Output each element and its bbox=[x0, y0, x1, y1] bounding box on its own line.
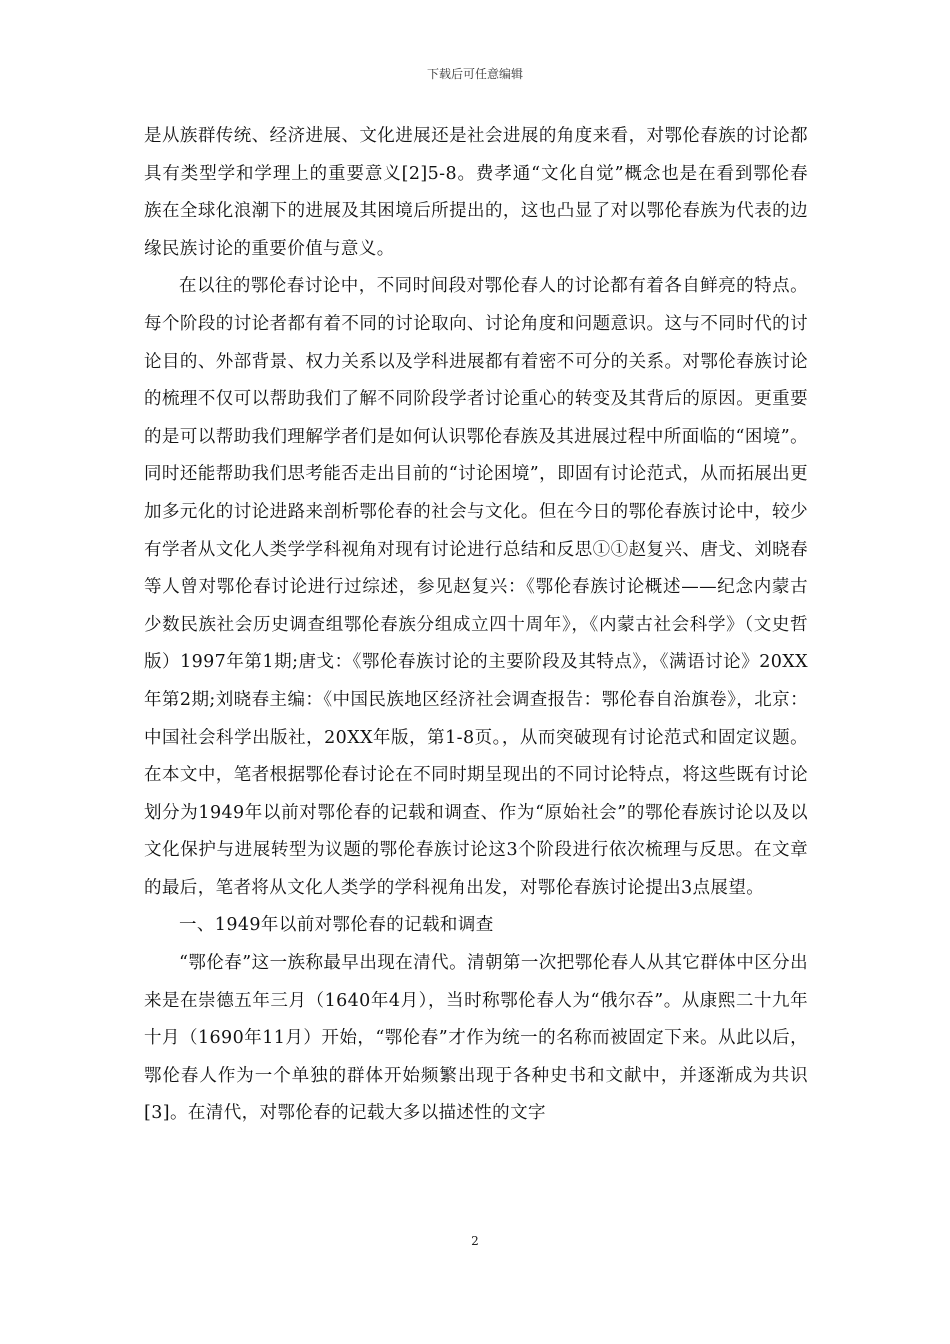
paragraph-2: 在以往的鄂伦春讨论中，不同时间段对鄂伦春人的讨论都有着各自鲜亮的特点。每个阶段的讨论者都有着不同的讨论取向、讨论角度和问题意识。这与不同时代的讨论目的、外部背景、权力关系以及学科进展都有着密不可分的关系。对鄂伦春族讨论的梳理不仅可以帮助我们了解不同阶段学者讨论重心的转变及其背后的原因。更重要的是可以帮助我们理解学者们是如何认识鄂伦春族及其进展过程中所面临的“困境”。同时还能帮助我们思考能否走出目前的“讨论困境”，即固有讨论范式，从而拓展出更加多元化的讨论进路来剖析鄂伦春的社会与文化。但在今日的鄂伦春族讨论中，较少有学者从文化人类学学科视角对现有讨论进行总结和反思①①赵复兴、唐戈、刘晓春等人曾对鄂伦春讨论进行过综述，参见赵复兴：《鄂伦春族讨论概述——纪念内蒙古少数民族社会历史调查组鄂伦春族分组成立四十周年》，《内蒙古社会科学》（文史哲版）1997年第1期;唐戈：《鄂伦春族讨论的主要阶段及其特点》，《满语讨论》20XX年第2期;刘晓春主编：《中国民族地区经济社会调查报告：鄂伦春自治旗卷》，北京：中国社会科学出版社，20XX年版，第1-8页。，从而突破现有讨论范式和固定议题。在本文中，笔者根据鄂伦春讨论在不同时期呈现出的不同讨论特点，将这些既有讨论划分为1949年以前对鄂伦春的记载和调查、作为“原始社会”的鄂伦春族讨论以及以文化保护与进展转型为议题的鄂伦春族讨论这3个阶段进行依次梳理与反思。在文章的最后，笔者将从文化人类学的学科视角出发，对鄂伦春族讨论提出3点展望。 bbox=[144, 276, 808, 898]
page-header: 下载后可任意编辑 bbox=[426, 67, 523, 81]
page-number: 2 bbox=[471, 1234, 479, 1248]
paragraph-1: 是从族群传统、经济进展、文化进展还是社会进展的角度来看，对鄂伦春族的讨论都具有类型学和学理上的重要意义[2]5-8。费孝通“文化自觉”概念也是在看到鄂伦春族在全球化浪潮下的进展及其困境后所提出的，这也凸显了对以鄂伦春族为代表的边缘民族讨论的重要价值与意义。 bbox=[144, 126, 808, 259]
paragraph-3: “鄂伦春”这一族称最早出现在清代。清朝第一次把鄂伦春人从其它群体中区分出来是在崇德五年三月（1640年4月），当时称鄂伦春人为“俄尔吞”。从康熙二十九年十月（1690年11月）开始，“鄂伦春”才作为统一的名称而被固定下来。从此以后，鄂伦春人作为一个单独的群体开始频繁出现于各种史书和文献中，并逐渐成为共识[3]。在清代，对鄂伦春的记载大多以描述性的文字 bbox=[144, 953, 808, 1124]
section-heading: 一、1949年以前对鄂伦春的记载和调查 bbox=[179, 915, 494, 936]
body-text bbox=[144, 118, 808, 1133]
